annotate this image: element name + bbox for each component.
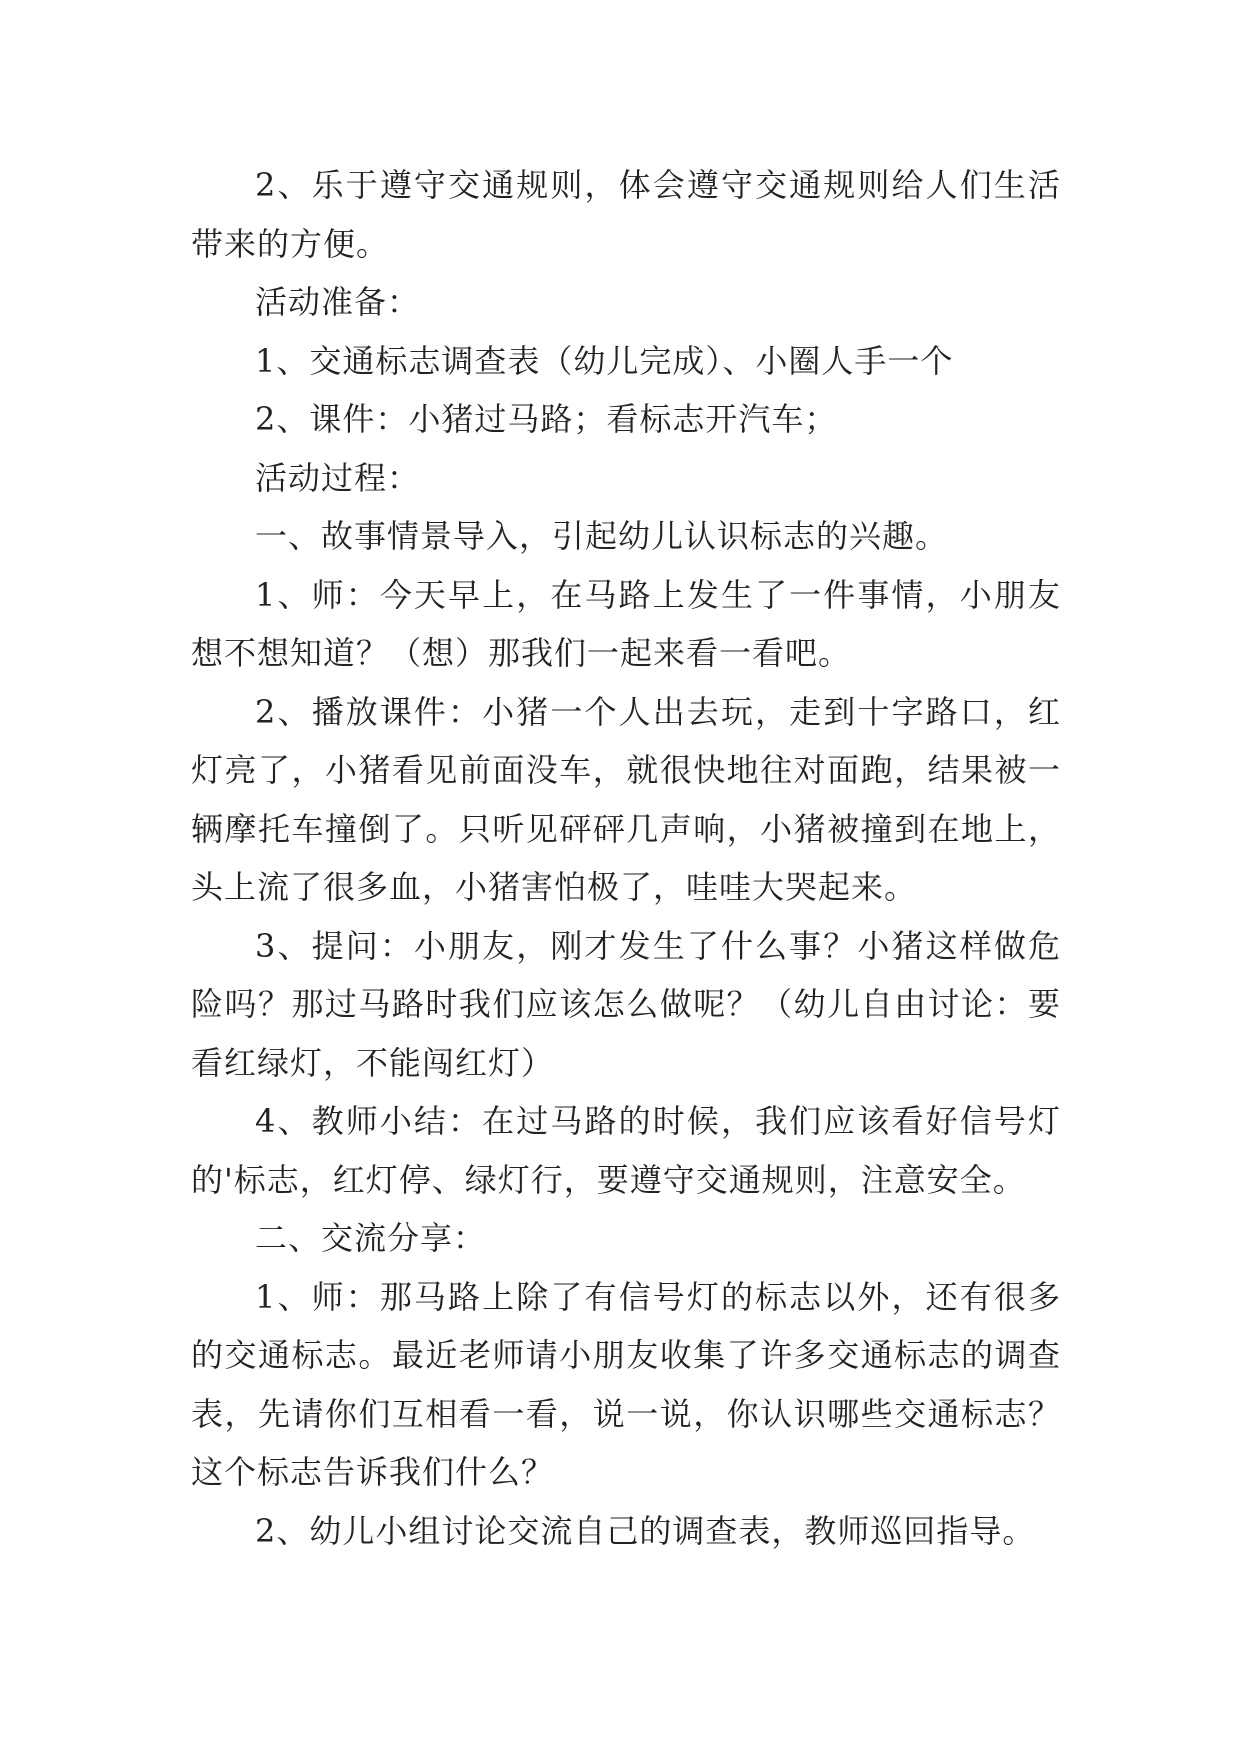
section-heading: 二、交流分享： bbox=[255, 1219, 487, 1257]
paragraph: 2、乐于遵守交通规则，体会遵守交通规则给人们生活带来的方便。 bbox=[191, 166, 1061, 263]
paragraph: 一、故事情景导入，引起幼儿认识标志的兴趣。 bbox=[255, 517, 949, 555]
paragraph: 4、教师小结：在过马路的时候，我们应该看好信号灯的'标志，红灯停、绿灯行，要遵守交通规则，注意安全。 bbox=[191, 1102, 1061, 1199]
paragraph: 1、交通标志调查表（幼儿完成）、小圈人手一个 bbox=[255, 341, 954, 380]
paragraph: 1、师：那马路上除了有信号灯的标志以外，还有很多的交通标志。最近老师请小朋友收集了许多交通标志的调查表，先请你们互相看一看，说一说，你认识哪些交通标志？这个标志告诉我们什么？ bbox=[191, 1277, 1061, 1491]
paragraph: 1、师：今天早上，在马路上发生了一件事情，小朋友想不想知道？（想）那我们一起来看一看吧。 bbox=[191, 575, 1061, 672]
paragraph: 3、提问：小朋友，刚才发生了什么事？小猪这样做危险吗？那过马路时我们应该怎么做呢？（幼儿自由讨论：要看红绿灯，不能闯红灯） bbox=[191, 926, 1061, 1082]
paragraph: 2、播放课件：小猪一个人出去玩，走到十字路口，红灯亮了，小猪看见前面没车，就很快地往对面跑，结果被一辆摩托车撞倒了。只听见砰砰几声响，小猪被撞到在地上，头上流了很多血，小猪害怕极了，哇哇大哭起来。 bbox=[191, 692, 1061, 906]
document-body bbox=[191, 156, 1061, 1560]
section-heading: 活动准备： bbox=[255, 283, 421, 321]
section-heading: 活动过程： bbox=[255, 458, 421, 497]
paragraph: 2、课件：小猪过马路；看标志开汽车； bbox=[255, 400, 838, 438]
paragraph: 2、幼儿小组讨论交流自己的调查表，教师巡回指导。 bbox=[255, 1511, 1036, 1550]
